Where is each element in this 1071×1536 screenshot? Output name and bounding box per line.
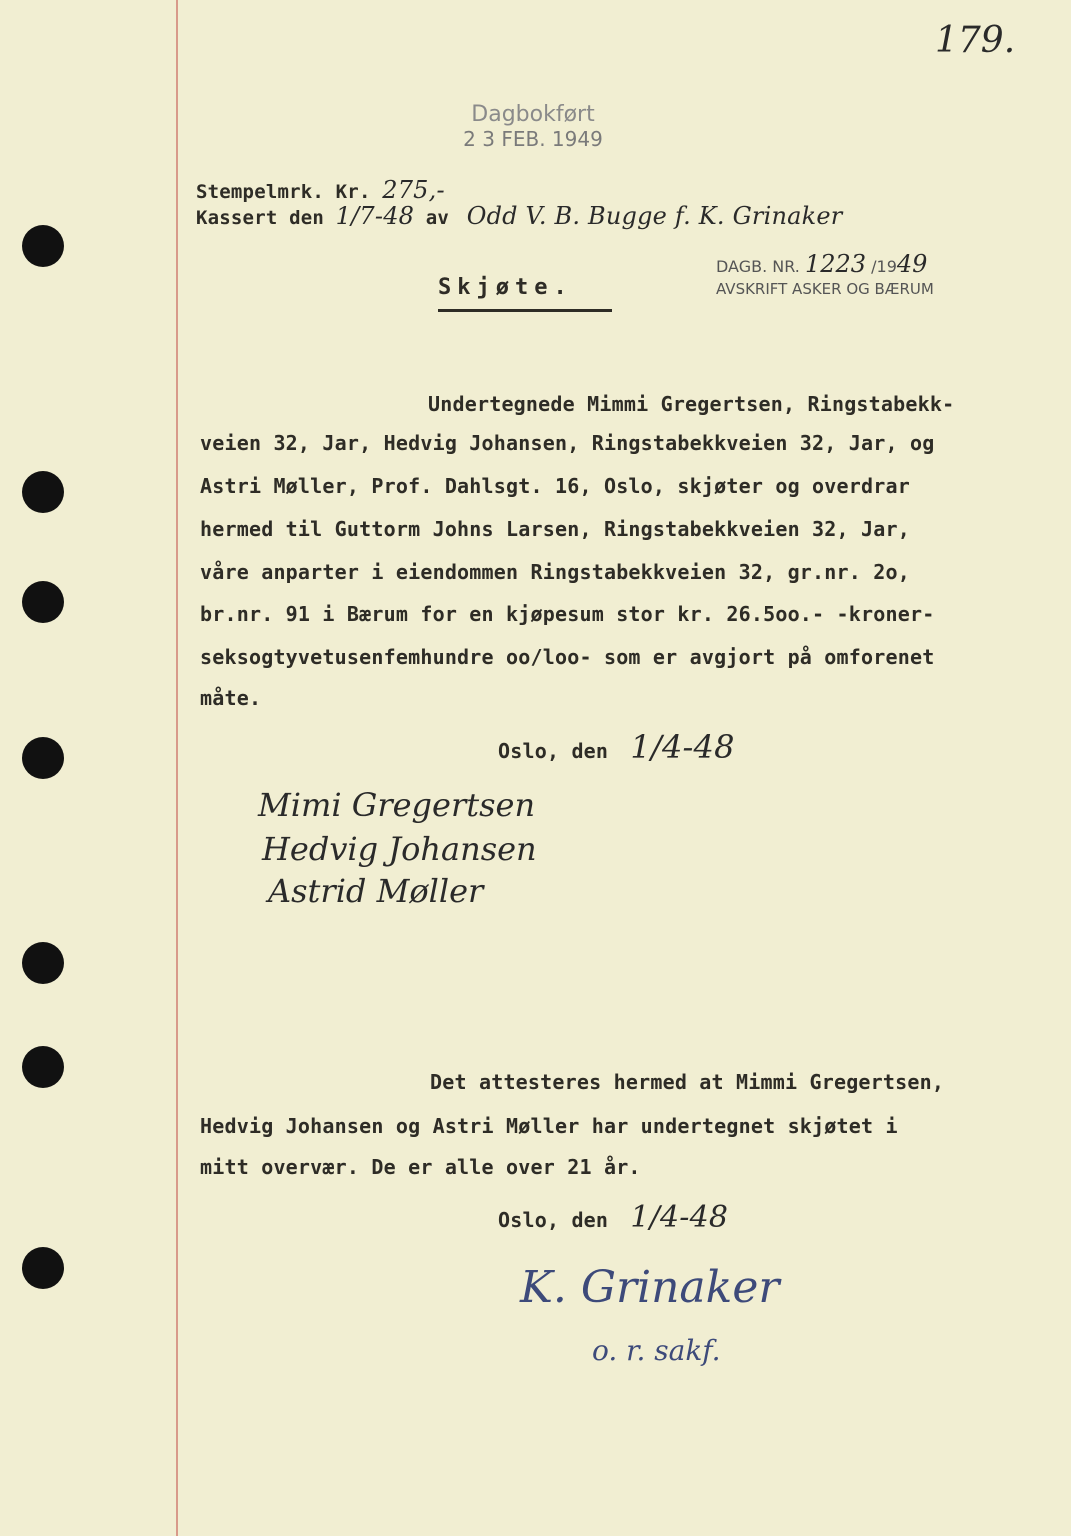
witness-title: o. r. sakf.: [592, 1334, 721, 1367]
body-line: seksogtyvetusenfemhundre oo/loo- som er avgjort på omforenet: [200, 645, 935, 669]
kassert-date: 1/7-48: [335, 202, 415, 230]
body-line: måte.: [200, 686, 262, 710]
body-line: veien 32, Jar, Hedvig Johansen, Ringstabekkveien 32, Jar, og: [200, 431, 935, 455]
margin-line: [176, 0, 178, 1536]
date-value: 1/4-48: [630, 728, 735, 766]
dagb-nr-label: DAGB. NR.: [716, 257, 800, 276]
binder-hole: [22, 1046, 64, 1088]
attest-line: mitt overvær. De er alle over 21 år.: [200, 1155, 641, 1179]
dagb-office: AVSKRIFT ASKER OG BÆRUM: [716, 280, 934, 298]
stempelmrk-amount: 275,-: [382, 176, 445, 204]
binder-hole: [22, 942, 64, 984]
binder-hole: [22, 737, 64, 779]
body-line: våre anparter i eiendommen Ringstabekkveien 32, gr.nr. 2o,: [200, 560, 910, 584]
stempelmrk-label: Stempelmrk. Kr.: [196, 181, 371, 203]
body-line: Astri Møller, Prof. Dahlsgt. 16, Oslo, skjøter og overdrar: [200, 474, 910, 498]
binder-hole: [22, 471, 64, 513]
date-line: [498, 1200, 728, 1235]
attest-line: Hedvig Johansen og Astri Møller har undertegnet skjøtet i: [200, 1114, 898, 1138]
dagb-nr-year: 49: [896, 250, 928, 278]
binder-hole: [22, 581, 64, 623]
dagb-nr-number: 1223: [804, 250, 867, 278]
dagbokfort-label: Dagbokført: [471, 102, 595, 127]
title-underline: [438, 309, 612, 312]
stempelmrk-line: [196, 176, 445, 204]
dagbokfort-date: 2 3 FEB. 1949: [463, 127, 603, 151]
date-line: [498, 728, 735, 766]
signature-hedvig: Hedvig Johansen: [262, 830, 537, 868]
kassert-by: Odd V. B. Bugge f. K. Grinaker: [466, 202, 843, 230]
signature-mimi: Mimi Gregertsen: [258, 786, 536, 824]
dagbokfort-stamp: [448, 102, 618, 151]
kassert-av-label: av: [425, 207, 450, 229]
date-label: Oslo, den: [498, 1208, 609, 1232]
body-line: Undertegnede Mimmi Gregertsen, Ringstabekk-: [428, 392, 955, 416]
witness-signature: K. Grinaker: [520, 1262, 780, 1313]
kassert-label: Kassert den: [196, 207, 325, 229]
binder-hole: [22, 225, 64, 267]
body-line: hermed til Guttorm Johns Larsen, Ringstabekkveien 32, Jar,: [200, 517, 910, 541]
signature-astrid: Astrid Møller: [268, 872, 484, 910]
date-label: Oslo, den: [498, 739, 609, 763]
date-value: 1/4-48: [630, 1200, 729, 1235]
page-number: 179.: [935, 20, 1016, 61]
kassert-line: [196, 202, 842, 230]
attest-line: Det attesteres hermed at Mimmi Gregertsen,: [430, 1070, 945, 1094]
binder-hole: [22, 1247, 64, 1289]
document-title: Skjøte.: [438, 275, 573, 300]
dagb-nr-line: [716, 250, 934, 278]
dagb-nr-stamp: [716, 250, 934, 298]
dagb-nr-separator: /19: [871, 257, 897, 276]
body-line: br.nr. 91 i Bærum for en kjøpesum stor kr. 26.5oo.- -kroner-: [200, 602, 935, 626]
